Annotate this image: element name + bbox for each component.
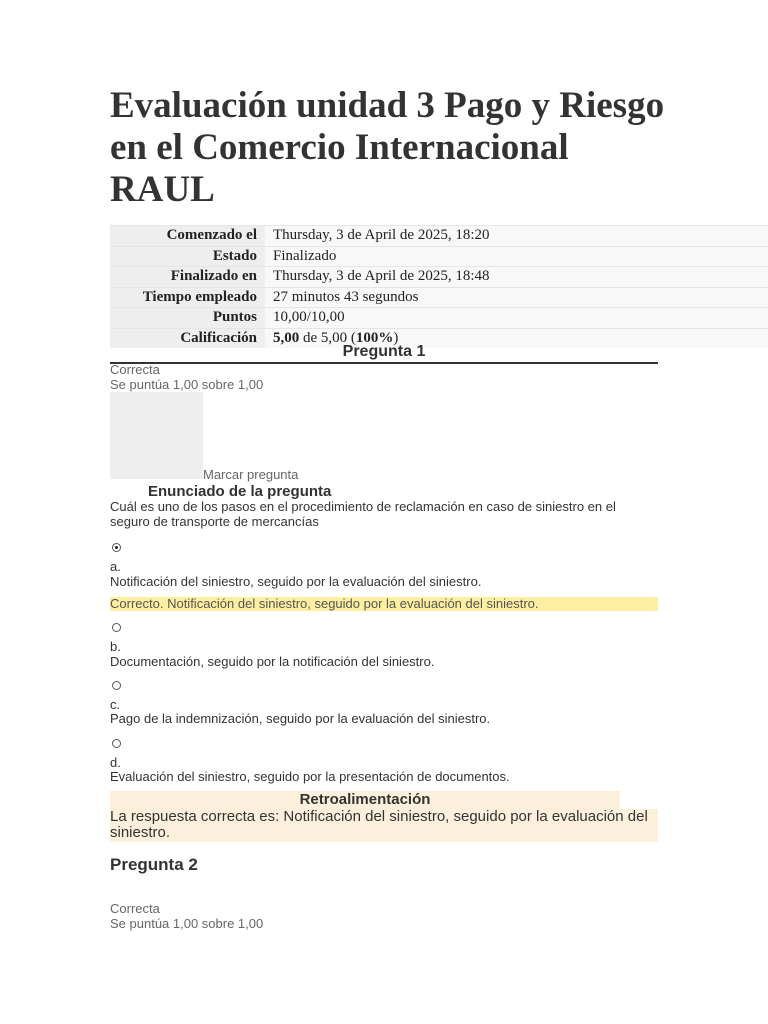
option-a-radio[interactable] bbox=[112, 543, 121, 552]
question-1-header: Pregunta 1 bbox=[110, 342, 658, 364]
summary-row-state bbox=[110, 246, 768, 267]
option-c-text[interactable]: Pago de la indemnización, seguido por la evaluación del siniestro. bbox=[110, 711, 491, 726]
general-feedback-heading: Retroalimentación bbox=[110, 791, 620, 809]
summary-label: Finalizado en bbox=[110, 267, 265, 288]
summary-value: 10,00/10,00 bbox=[265, 308, 768, 329]
option-d-letter: d. bbox=[110, 755, 121, 770]
flag-question-link[interactable]: Marcar pregunta bbox=[203, 467, 299, 482]
summary-row-time-taken bbox=[110, 287, 768, 308]
summary-label: Tiempo empleado bbox=[110, 287, 265, 308]
option-b-letter: b. bbox=[110, 639, 121, 654]
question-statement-heading: Enunciado de la pregunta bbox=[148, 483, 332, 500]
summary-value: Thursday, 3 de April de 2025, 18:20 bbox=[265, 226, 768, 247]
option-a-letter: a. bbox=[110, 559, 121, 574]
summary-label: Estado bbox=[110, 246, 265, 267]
summary-value: 27 minutos 43 segundos bbox=[265, 287, 768, 308]
grade-of: de 5,00 ( bbox=[299, 329, 356, 346]
question-2-header: Pregunta 2 bbox=[110, 855, 198, 874]
option-b-radio[interactable] bbox=[112, 623, 121, 632]
grade-close: ) bbox=[393, 329, 399, 346]
general-feedback-text: La respuesta correcta es: Notificación del siniestro, seguido por la evaluación del siniestro. bbox=[110, 809, 658, 842]
question-1-text: Cuál es uno de los pasos en el procedimiento de reclamación en caso de siniestro en el seguro de transporte de mercancías bbox=[110, 499, 616, 529]
summary-row-finished bbox=[110, 267, 768, 288]
option-d-text[interactable]: Evaluación del siniestro, seguido por la presentación de documentos. bbox=[110, 769, 510, 784]
option-c-radio[interactable] bbox=[112, 681, 121, 690]
summary-label: Puntos bbox=[110, 308, 265, 329]
question-2-score: Se puntúa 1,00 sobre 1,00 bbox=[110, 916, 264, 931]
specific-feedback: Correcto. Notificación del siniestro, seguido por la evaluación del siniestro. bbox=[110, 597, 658, 611]
summary-label: Comenzado el bbox=[110, 226, 265, 247]
question-1-status: Correcta bbox=[110, 362, 160, 377]
grade-percent: 100% bbox=[355, 329, 394, 346]
option-b-text[interactable]: Documentación, seguido por la notificación del siniestro. bbox=[110, 654, 435, 669]
page-title: Evaluación unidad 3 Pago y Riesgo en el Comercio Internacional RAUL bbox=[110, 85, 665, 210]
option-d-radio[interactable] bbox=[112, 739, 121, 748]
summary-value: Thursday, 3 de April de 2025, 18:48 bbox=[265, 267, 768, 288]
option-c-letter: c. bbox=[110, 697, 121, 712]
summary-value: Finalizado bbox=[265, 246, 768, 267]
summary-label: Calificación bbox=[110, 328, 265, 348]
grade-value: 5,00 bbox=[273, 329, 300, 346]
summary-row-started bbox=[110, 226, 768, 247]
flag-icon[interactable] bbox=[110, 392, 203, 479]
option-a-text[interactable]: Notificación del siniestro, seguido por la evaluación del siniestro. bbox=[110, 574, 482, 589]
question-2-status: Correcta bbox=[110, 901, 160, 916]
attempt-summary-table bbox=[110, 225, 768, 348]
question-1-score: Se puntúa 1,00 sobre 1,00 bbox=[110, 377, 264, 392]
summary-row-points bbox=[110, 308, 768, 329]
